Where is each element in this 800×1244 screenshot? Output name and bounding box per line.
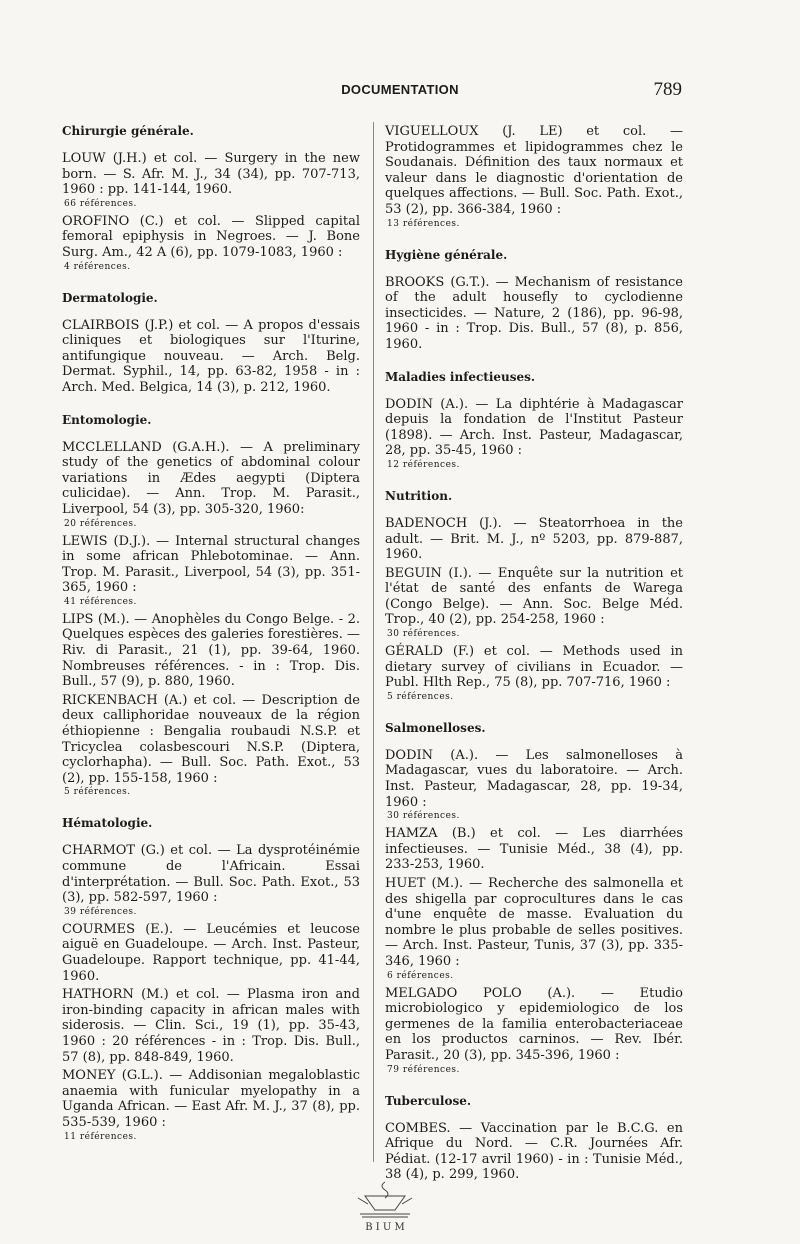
bibliography-entry: BEGUIN (I.). — Enquête sur la nutrition et l'état de santé des enfants de Warega (Congo Belge). — Ann. Soc. Belge Méd. Trop., 40 (2), pp. 254-258, 1960 : <box>385 565 683 628</box>
section-heading: Salmonelloses. <box>385 720 486 735</box>
section-heading: Hygiène générale. <box>385 247 508 262</box>
bibliography-entry: LIPS (M.). — Anophèles du Congo Belge. - 2. Quelques espèces des galeries forestières. — Riv. di Parasit., 21 (1), pp. 39-64, 1960. Nombreuses références. - in : Trop. Dis. Bull., 57 (9), p. 880, 1960. <box>62 611 360 690</box>
bibliography-entry: LEWIS (D.J.). — Internal structural changes in some african Phlebotominae. — Ann. Trop. M. Parasit., Liverpool, 54 (3), pp. 351-365, 1960 : <box>62 533 360 596</box>
bibliography-entry: MONEY (G.L.). — Addisonian megaloblastic anaemia with funicular myelopathy in a Uganda African. — East Afr. M. J., 37 (8), pp. 535-539, 1960 : <box>62 1068 360 1130</box>
section-heading: Entomologie. <box>62 412 152 427</box>
reference-count: 39 références. <box>64 906 137 917</box>
section-heading: Chirurgie générale. <box>62 124 194 138</box>
reference-count: 11 références. <box>64 1131 137 1142</box>
section-heading: Dermatologie. <box>62 290 158 305</box>
section-heading: Tuberculose. <box>385 1093 472 1108</box>
bibliography-entry: LOUW (J.H.) et col. — Surgery in the new born. — S. Afr. M. J., 34 (34), pp. 707-713, 1960 : pp. 141-144, 1960. <box>62 151 360 198</box>
reference-count: 30 références. <box>387 811 460 822</box>
bibliography-entry: HATHORN (M.) et col. — Plasma iron and iron-binding capacity in african males with siderosis. — Clin. Sci., 19 (1), pp. 35-43, 1960 : 20 références - in : Trop. Dis. Bull., 57 (8), pp. 848-849, 1960. <box>62 987 360 1065</box>
column-divider <box>373 122 374 1162</box>
reference-count: 6 références. <box>387 970 454 981</box>
section-heading: Hématologie. <box>62 816 153 831</box>
section-heading: Maladies infectieuses. <box>385 369 536 384</box>
library-stamp-logo <box>340 1174 430 1234</box>
bibliography-entry: HUET (M.). — Recherche des salmonella et des shigella par coprocultures dans le cas d'une enquête de masse. Evaluation du nombre le plus probable de selles positives. — Arch. Inst. Pasteur, Tunis, 37 (3), pp. 335-346, 1960 : <box>385 876 683 969</box>
bibliography-entry: HAMZA (B.) et col. — Les diarrhées infectieuses. — Tunisie Méd., 38 (4), pp. 233-253, 1960. <box>385 826 683 873</box>
logo-letters: B I U M <box>365 1222 405 1233</box>
bibliography-entry: GÉRALD (F.) et col. — Methods used in dietary survey of civilians in Ecuador. — Publ. Hlth Rep., 75 (8), pp. 707-716, 1960 : <box>385 644 683 691</box>
bibliography-entry: DODIN (A.). — La diphtérie à Madagascar depuis la fondation de l'Institut Pasteur (1898). — Arch. Inst. Pasteur, Madagascar, 28, pp. 35-45, 1960 : <box>385 396 683 459</box>
bibliography-entry: CHARMOT (G.) et col. — La dysprotéinémie commune de l'Africain. Essai d'interprétation. — Bull. Soc. Path. Exot., 53 (3), pp. 582-597, 1960 : <box>62 843 360 906</box>
bibliography-entry: OROFINO (C.) et col. — Slipped capital femoral epiphysis in Negroes. — J. Bone Surg. Am., 42 A (6), pp. 1079-1083, 1960 : <box>62 213 360 260</box>
bibliography-entry: MELGADO POLO (A.). — Etudio microbiologico y epidemiologico de los germenes de la familia enterobacteriaceae en los productos carninos. — Rev. Ibér. Parasit., 20 (3), pp. 345-396, 1960 : <box>385 985 683 1063</box>
bibliography-entry: CLAIRBOIS (J.P.) et col. — A propos d'essais cliniques et biologiques sur l'Iturine, antifungique nouveau. — Arch. Belg. Dermat. Syphil., 14, pp. 63-82, 1958 - in : Arch. Med. Belgica, 14 (3), p. 212, 1960. <box>62 317 360 395</box>
reference-count: 41 références. <box>64 596 137 607</box>
reference-count: 30 références. <box>387 629 460 640</box>
reference-count: 4 références. <box>64 261 131 272</box>
left-column <box>62 124 360 1161</box>
section-heading: Nutrition. <box>385 488 453 503</box>
reference-count: 20 références. <box>64 518 137 529</box>
bibliography-entry: VIGUELLOUX (J. LE) et col. — Protidogrammes et lipidogrammes chez le Soudanais. Définition des taux normaux et valeur dans le diagnostic d'orientation de quelques affections. — Bull. Soc. Path. Exot., 53 (2), pp. 366-384, 1960 : <box>385 124 683 217</box>
running-header: DOCUMENTATION <box>341 82 459 97</box>
bibliography-entry: BROOKS (G.T.). — Mechanism of resistance of the adult housefly to cyclodienne insecticides. — Nature, 2 (186), pp. 96-98, 1960 - in : Trop. Dis. Bull., 57 (8), p. 856, 1960. <box>385 274 683 352</box>
reference-count: 5 références. <box>387 691 454 702</box>
page-number: 789 <box>653 79 682 100</box>
bibliography-entry: DODIN (A.). — Les salmonelloses à Madagascar, vues du laboratoire. — Arch. Inst. Pasteur, Madagascar, 28, pp. 19-34, 1960 : <box>385 747 683 810</box>
right-column <box>385 124 683 1200</box>
reference-count: 12 références. <box>387 459 460 470</box>
bibliography-entry: COURMES (E.). — Leucémies et leucose aiguë en Guadeloupe. — Arch. Inst. Pasteur, Guadeloupe. Rapport technique, pp. 41-44, 1960. <box>62 921 360 984</box>
bibliography-entry: BADENOCH (J.). — Steatorrhoea in the adult. — Brit. M. J., nº 5203, pp. 879-887, 1960. <box>385 515 683 563</box>
bibliography-entry: COMBES. — Vaccination par le B.C.G. en Afrique du Nord. — C.R. Journées Afr. Pédiat. (12-17 avril 1960) - in : Tunisie Méd., 38 (4), p. 299, 1960. <box>385 1120 683 1183</box>
bibliography-entry: RICKENBACH (A.) et col. — Description de deux calliphoridae nouveaux de la région éthiopienne : Bengalia roubaudi N.S.P. et Tricyclea colasbescouri N.S.P. (Diptera, cyclorhapha). — Bull. Soc. Path. Exot., 53 (2), pp. 155-158, 1960 : <box>62 692 360 786</box>
reference-count: 66 références. <box>64 198 137 209</box>
reference-count: 13 références. <box>387 218 460 229</box>
reference-count: 79 références. <box>387 1064 460 1075</box>
reference-count: 5 références. <box>64 787 131 798</box>
bibliography-entry: MCCLELLAND (G.A.H.). — A preliminary study of the genetics of abdominal colour variations in Ædes aegypti (Diptera culicidae). — Ann. Trop. M. Parasit., Liverpool, 54 (3), pp. 305-320, 1960: <box>62 439 360 517</box>
